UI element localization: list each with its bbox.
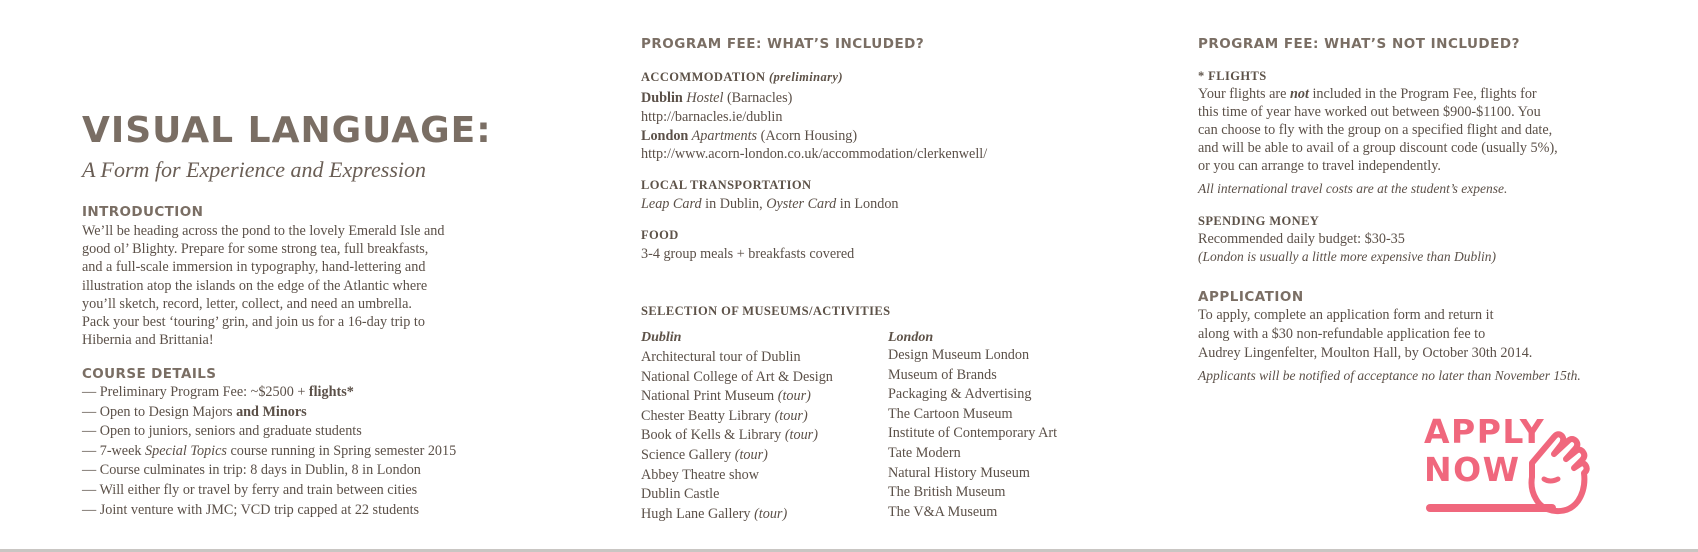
list-item: The V&A Museum [888, 503, 998, 520]
activity-name: Book of Kells & Library [641, 427, 785, 444]
special-topics-emphasis: Special Topics [145, 442, 227, 459]
list-item: The British Museum [888, 484, 1006, 501]
list-item-text: — Preliminary Program Fee: ~$2500 + [82, 384, 309, 400]
tour-note: (tour) [777, 388, 811, 405]
leap-card-label: Leap Card [641, 196, 702, 212]
list-item [641, 407, 833, 427]
included-heading: PROGRAM FEE: WHAT’S INCLUDED? [641, 36, 925, 52]
list-item [641, 485, 833, 505]
accommodation-heading [641, 70, 843, 85]
intro-line: Pack your best ‘touring’ grin, and join us for a 16-day trip to [82, 314, 425, 331]
dublin-provider: (Barnacles) [723, 90, 793, 106]
list-item: Institute of Contemporary Art [888, 425, 1058, 442]
application-text-line: Audrey Lingenfelter, Moulton Hall, by October 30th 2014. [1198, 345, 1533, 361]
activity-name: National College of Art & Design [641, 368, 833, 385]
apply-label: APPLY [1424, 412, 1546, 451]
list-item-majors [82, 403, 456, 423]
list-item [641, 505, 833, 525]
activity-name: Abbey Theatre show [641, 466, 759, 483]
list-item: Natural History Museum [888, 464, 1030, 481]
application-heading: APPLICATION [1198, 289, 1304, 305]
application-text-line: To apply, complete an application form and return it [1198, 307, 1494, 323]
dublin-label: Dublin [641, 90, 683, 106]
dublin-accommodation [641, 89, 792, 108]
flights-text: Your flights are [1198, 86, 1290, 102]
list-item-juniors: — Open to juniors, seniors and graduate students [82, 423, 362, 440]
minors-emphasis: and Minors [236, 403, 307, 420]
flights-text: included in the Program Fee, flights for [1308, 86, 1537, 102]
london-activities [888, 330, 1057, 522]
museums-heading: SELECTION OF MUSEUMS/ACTIVITIES [641, 304, 891, 318]
dublin-activities [641, 330, 833, 524]
tour-note: (tour) [784, 427, 818, 444]
intro-line: you’ll sketch, record, letter, collect, and need an umbrella. [82, 295, 412, 312]
intro-line: and a full-scale immersion in typography, hand-lettering and [82, 259, 426, 276]
not-included-heading: PROGRAM FEE: WHAT’S NOT INCLUDED? [1198, 36, 1520, 52]
tour-note: (tour) [774, 407, 808, 424]
apartments-label: Apartments [688, 128, 758, 144]
spending-money-note: (London is usually a little more expensive than Dublin) [1198, 249, 1496, 264]
activity-name: Science Gallery [641, 446, 735, 463]
list-item: Museum of Brands [888, 366, 997, 383]
list-item-program-fee [82, 383, 456, 403]
application-text-line: along with a $30 non-refundable application fee to [1198, 326, 1486, 342]
flights-heading: * FLIGHTS [1198, 69, 1267, 83]
activity-name: Chester Beatty Library [641, 407, 775, 424]
apply-now-button[interactable] [1424, 413, 1599, 523]
pointing-hand-icon [1524, 423, 1596, 515]
transportation-heading: LOCAL TRANSPORTATION [641, 178, 812, 192]
application-note: Applicants will be notified of acceptance no later than November 15th. [1198, 368, 1581, 383]
activity-name: National Print Museum [641, 388, 778, 405]
flights-text-line: or you can arrange to travel independently. [1198, 158, 1441, 174]
activity-name: Hugh Lane Gallery [641, 505, 755, 522]
food-heading: FOOD [641, 228, 679, 242]
accommodation-label: ACCOMMODATION [641, 70, 769, 84]
intro-line: illustration atop the islands on the edge of the Atlantic where [82, 277, 428, 294]
page-subtitle: A Form for Experience and Expression [82, 157, 426, 182]
dublin-activities-list [641, 348, 833, 524]
spending-money-heading: SPENDING MONEY [1198, 214, 1320, 228]
food-text: 3-4 group meals + breakfasts covered [641, 246, 855, 262]
tour-note: (tour) [734, 446, 768, 463]
list-item-text: course running in Spring semester 2015 [226, 442, 457, 459]
london-activities-list [888, 346, 1057, 522]
list-item [641, 387, 833, 407]
flights-text-line [1198, 85, 1537, 104]
introduction-text [82, 222, 512, 349]
list-item-weeks [82, 442, 456, 462]
dublin-accommodation-link[interactable]: http://barnacles.ie/dublin [641, 109, 783, 125]
page-title: VISUAL LANGUAGE: [82, 110, 492, 151]
intro-line: We’ll be heading across the pond to the lovely Emerald Isle and [82, 223, 445, 239]
list-item-culminates: — Course culminates in trip: 8 days in Dublin, 8 in London [82, 462, 421, 479]
transport-text: in Dublin, [701, 196, 767, 212]
london-label: London [641, 128, 689, 144]
list-item [641, 426, 833, 446]
course-details-heading: COURSE DETAILS [82, 366, 217, 382]
list-item: The Cartoon Museum [888, 405, 1013, 422]
activity-name: Architectural tour of Dublin [641, 349, 801, 365]
spending-money-text: Recommended daily budget: $30-35 [1198, 231, 1405, 247]
london-provider: (Acorn Housing) [757, 128, 858, 144]
list-item [641, 348, 833, 368]
oyster-card-label: Oyster Card [766, 196, 837, 212]
flights-text-line: this time of year have worked out between $900-$1100. You [1198, 104, 1541, 120]
flights-text-line: and will be able to avail of a group discount code (usually 5%), [1198, 140, 1558, 156]
london-accommodation-link[interactable]: http://www.acorn-london.co.uk/accommodation/clerkenwell/ [641, 146, 988, 162]
hostel-label: Hostel [682, 90, 724, 106]
intro-line: Hibernia and Brittania! [82, 332, 214, 349]
flights-note: All international travel costs are at the student’s expense. [1198, 181, 1508, 196]
list-item [641, 466, 833, 486]
tour-note: (tour) [754, 505, 788, 522]
list-item [641, 446, 833, 466]
london-accommodation [641, 127, 857, 146]
flights-emphasis: flights* [308, 384, 354, 400]
list-item-text: — Open to Design Majors [82, 403, 237, 420]
transport-text: in London [836, 196, 899, 212]
london-activities-heading: London [888, 330, 934, 345]
course-details-list [82, 383, 456, 520]
preliminary-note: (preliminary) [768, 70, 843, 84]
list-item: Design Museum London [888, 347, 1030, 363]
list-item [641, 368, 833, 388]
intro-line: good ol’ Blighty. Prepare for some strong tea, full breakfasts, [82, 241, 429, 258]
transportation-text [641, 195, 899, 214]
now-label: NOW [1424, 450, 1521, 489]
list-item: Tate Modern [888, 444, 961, 461]
list-item-travel: — Will either fly or travel by ferry and train between cities [82, 481, 418, 498]
introduction-heading: INTRODUCTION [82, 204, 204, 220]
flights-text-line: can choose to fly with the group on a specified flight and date, [1198, 122, 1553, 138]
activity-name: Dublin Castle [641, 486, 720, 503]
list-item-text: — 7-week [82, 442, 146, 459]
dublin-activities-heading: Dublin [641, 330, 682, 345]
list-item-joint-venture: — Joint venture with JMC; VCD trip capped at 22 students [82, 501, 420, 518]
list-item: Packaging & Advertising [888, 386, 1032, 403]
not-emphasis: not [1289, 86, 1309, 102]
